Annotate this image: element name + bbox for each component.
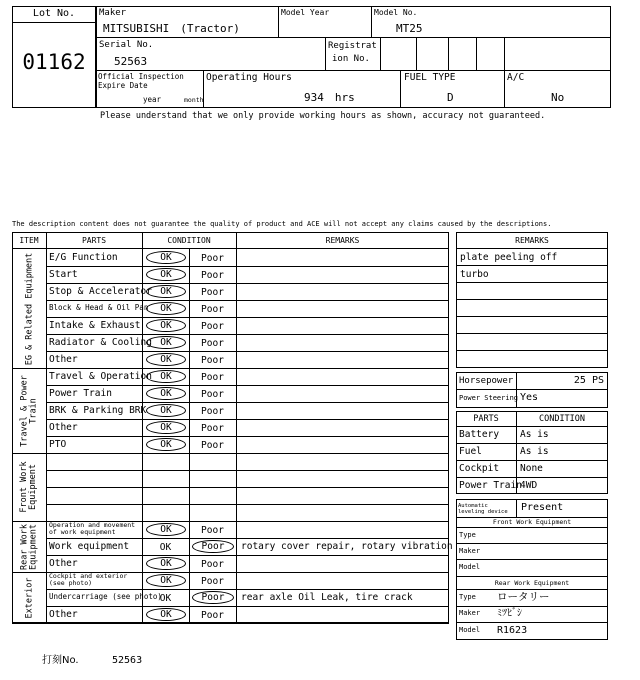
part-name: E/G Function <box>49 252 118 263</box>
side-parts-title: PARTS <box>473 414 499 424</box>
part-name: Intake & Exhaust <box>49 320 141 331</box>
part-name: Travel & Operation <box>49 371 152 382</box>
table-row <box>46 351 449 368</box>
stamp-value: 52563 <box>112 655 143 666</box>
table-row <box>46 436 449 453</box>
side-part-value: As is <box>520 429 549 440</box>
auto-leveling-value: Present <box>521 502 564 513</box>
condition-poor[interactable]: Poor <box>192 540 234 553</box>
table-row <box>46 606 449 623</box>
item-group-label <box>17 368 41 453</box>
item-group-label-line: Front Work <box>19 461 30 513</box>
condition-poor[interactable]: Poor <box>201 576 224 587</box>
item-group-label <box>17 521 41 572</box>
registration-label-2: ion No. <box>332 54 370 64</box>
col-item-header: ITEM <box>19 236 39 245</box>
fuel-value: D <box>447 91 454 104</box>
condition-poor[interactable]: Poor <box>192 591 234 604</box>
registration-label-1: Registrat <box>328 41 377 51</box>
power-steering-value: Yes <box>520 392 539 403</box>
condition-poor[interactable]: Poor <box>201 372 224 383</box>
table-row <box>46 487 449 504</box>
part-name: Other <box>49 422 78 433</box>
table-row <box>46 470 449 487</box>
serial-label: Serial No. <box>99 40 154 50</box>
part-name: PTO <box>49 439 67 450</box>
serial-value: 52563 <box>114 55 148 68</box>
row-remarks: rotary cover repair, rotary vibration <box>241 541 453 552</box>
horsepower-value: 25 PS <box>573 375 604 386</box>
col-remarks-header: REMARKS <box>325 236 360 245</box>
table-row <box>46 266 449 283</box>
condition-ok[interactable]: OK <box>146 353 186 366</box>
part-name: Undercarriage (see photo) <box>49 592 162 601</box>
lot-number: 01162 <box>22 50 86 74</box>
item-group-label-line: Rear Work <box>19 523 30 570</box>
model-no-label: Model No. <box>374 8 418 17</box>
item-group-label <box>17 572 41 623</box>
part-name: Stop & Accelerator <box>49 286 152 297</box>
power-steering-label: Power Steering <box>459 394 519 402</box>
front-work-title: Front Work Equipment <box>492 518 572 526</box>
side-part-label: Battery <box>459 429 500 440</box>
rear-maker-label: Maker <box>459 609 481 617</box>
condition-poor[interactable]: Poor <box>201 406 224 417</box>
condition-ok[interactable]: OK <box>146 336 186 349</box>
inspection-label-1: Official Inspection <box>98 72 184 81</box>
condition-ok[interactable]: OK <box>146 421 186 434</box>
condition-ok[interactable]: OK <box>159 542 172 553</box>
condition-poor[interactable]: Poor <box>201 389 224 400</box>
condition-poor[interactable]: Poor <box>201 253 224 264</box>
condition-poor[interactable]: Poor <box>201 338 224 349</box>
rear-maker-value: ﾐﾂﾋﾞｼ <box>497 608 522 619</box>
table-row <box>46 453 449 470</box>
expire-month-label: month <box>184 96 204 104</box>
condition-poor[interactable]: Poor <box>201 610 224 621</box>
disclaimer: The description content does not guarantee the quality of product and ACE will not accept any claims caused by the descriptions. <box>12 220 552 228</box>
col-condition-header: CONDITION <box>167 236 211 245</box>
side-part-label: Cockpit <box>459 463 500 474</box>
part-name: Cockpit and exterior (see photo) <box>49 572 128 588</box>
item-group-label-line: Equipment <box>28 463 38 511</box>
front-model-label: Model <box>459 563 481 571</box>
part-name: Operation and movement of work equipment <box>49 521 136 537</box>
condition-poor[interactable]: Poor <box>201 321 224 332</box>
condition-ok[interactable]: OK <box>146 557 186 570</box>
condition-ok[interactable]: OK <box>146 302 186 315</box>
table-row <box>46 504 449 521</box>
part-name: Work equipment <box>49 541 130 552</box>
table-row <box>46 419 449 436</box>
condition-poor[interactable]: Poor <box>201 525 224 536</box>
condition-ok[interactable]: OK <box>146 268 186 281</box>
ac-label: A/C <box>507 72 525 83</box>
condition-poor[interactable]: Poor <box>201 355 224 366</box>
side-remarks-title: REMARKS <box>515 236 549 245</box>
side-remark-line: turbo <box>460 269 489 280</box>
item-group-label-line: Equipment <box>28 523 38 570</box>
condition-ok[interactable]: OK <box>146 370 186 383</box>
item-group-label-line: Travel & Power <box>19 374 30 447</box>
stamp-label: 打刻No. <box>42 655 79 666</box>
inspection-label-2: Expire Date <box>98 81 148 90</box>
condition-poor[interactable]: Poor <box>201 423 224 434</box>
item-group-label-line: Train <box>28 397 38 424</box>
rear-model-label: Model <box>459 626 481 634</box>
part-name: Start <box>49 269 78 280</box>
side-part-value: None <box>520 463 543 474</box>
side-remark-line: plate peeling off <box>460 252 558 263</box>
side-condition-title: CONDITION <box>538 414 586 424</box>
condition-ok[interactable]: OK <box>146 438 186 451</box>
condition-poor[interactable]: Poor <box>201 559 224 570</box>
part-name: Other <box>49 609 78 620</box>
condition-poor[interactable]: Poor <box>201 304 224 315</box>
horsepower-label: Horsepower <box>459 376 514 386</box>
rear-model-value: R1623 <box>497 625 528 636</box>
part-name: BRK & Parking BRK <box>49 405 147 416</box>
part-name: Other <box>49 558 78 569</box>
condition-ok[interactable]: OK <box>146 251 186 264</box>
item-group-label <box>17 249 41 368</box>
condition-ok[interactable]: OK <box>146 608 186 621</box>
condition-ok[interactable]: OK <box>146 404 186 417</box>
part-name: Radiator & Cooling <box>49 337 152 348</box>
auto-leveling-label: Automatic leveling device <box>458 503 508 516</box>
lot-label: Lot No. <box>32 8 76 19</box>
condition-ok[interactable]: OK <box>146 319 186 332</box>
rear-type-value: ロータリー <box>497 591 550 603</box>
ac-value: No <box>551 91 565 104</box>
model-no-value: MT25 <box>396 22 423 35</box>
condition-ok[interactable]: OK <box>146 574 186 587</box>
item-group-label-line: EG & Related Equipment <box>23 252 34 365</box>
part-name: Other <box>49 354 78 365</box>
front-maker-label: Maker <box>459 547 481 555</box>
condition-ok[interactable]: OK <box>146 523 186 536</box>
front-type-label: Type <box>459 531 476 539</box>
table-row <box>46 555 449 572</box>
part-name: Power Train <box>49 388 112 399</box>
item-group-label-line: Exterior <box>23 577 34 618</box>
maker-label: Maker <box>99 8 127 18</box>
side-part-value: As is <box>520 446 549 457</box>
rear-type-label: Type <box>459 593 476 601</box>
row-remarks: rear axle Oil Leak, tire crack <box>241 592 413 603</box>
fuel-label: FUEL TYPE <box>404 72 456 83</box>
condition-ok[interactable]: OK <box>146 285 186 298</box>
hours-value: 934 hrs <box>304 91 355 104</box>
part-name: Block & Head & Oil Pan <box>49 303 149 312</box>
condition-poor[interactable]: Poor <box>201 440 224 451</box>
side-part-label: Fuel <box>459 446 482 457</box>
rear-work-title: Rear Work Equipment <box>494 579 570 587</box>
item-group-label <box>17 453 41 521</box>
condition-ok[interactable]: OK <box>159 593 172 604</box>
model-year-label: Model Year <box>281 8 330 17</box>
side-part-value: 4WD <box>520 480 538 491</box>
col-parts-header: PARTS <box>81 236 107 245</box>
hours-label: Operating Hours <box>206 72 292 83</box>
condition-poor[interactable]: Poor <box>201 287 224 298</box>
hours-notice: Please understand that we only provide working hours as shown, accuracy not guaranteed. <box>100 111 546 121</box>
condition-poor[interactable]: Poor <box>201 270 224 281</box>
expire-year-label: year <box>143 95 162 104</box>
condition-ok[interactable]: OK <box>146 387 186 400</box>
side-part-label: Power Train <box>459 480 522 491</box>
maker-value: MITSUBISHI (Tractor) <box>103 22 240 35</box>
